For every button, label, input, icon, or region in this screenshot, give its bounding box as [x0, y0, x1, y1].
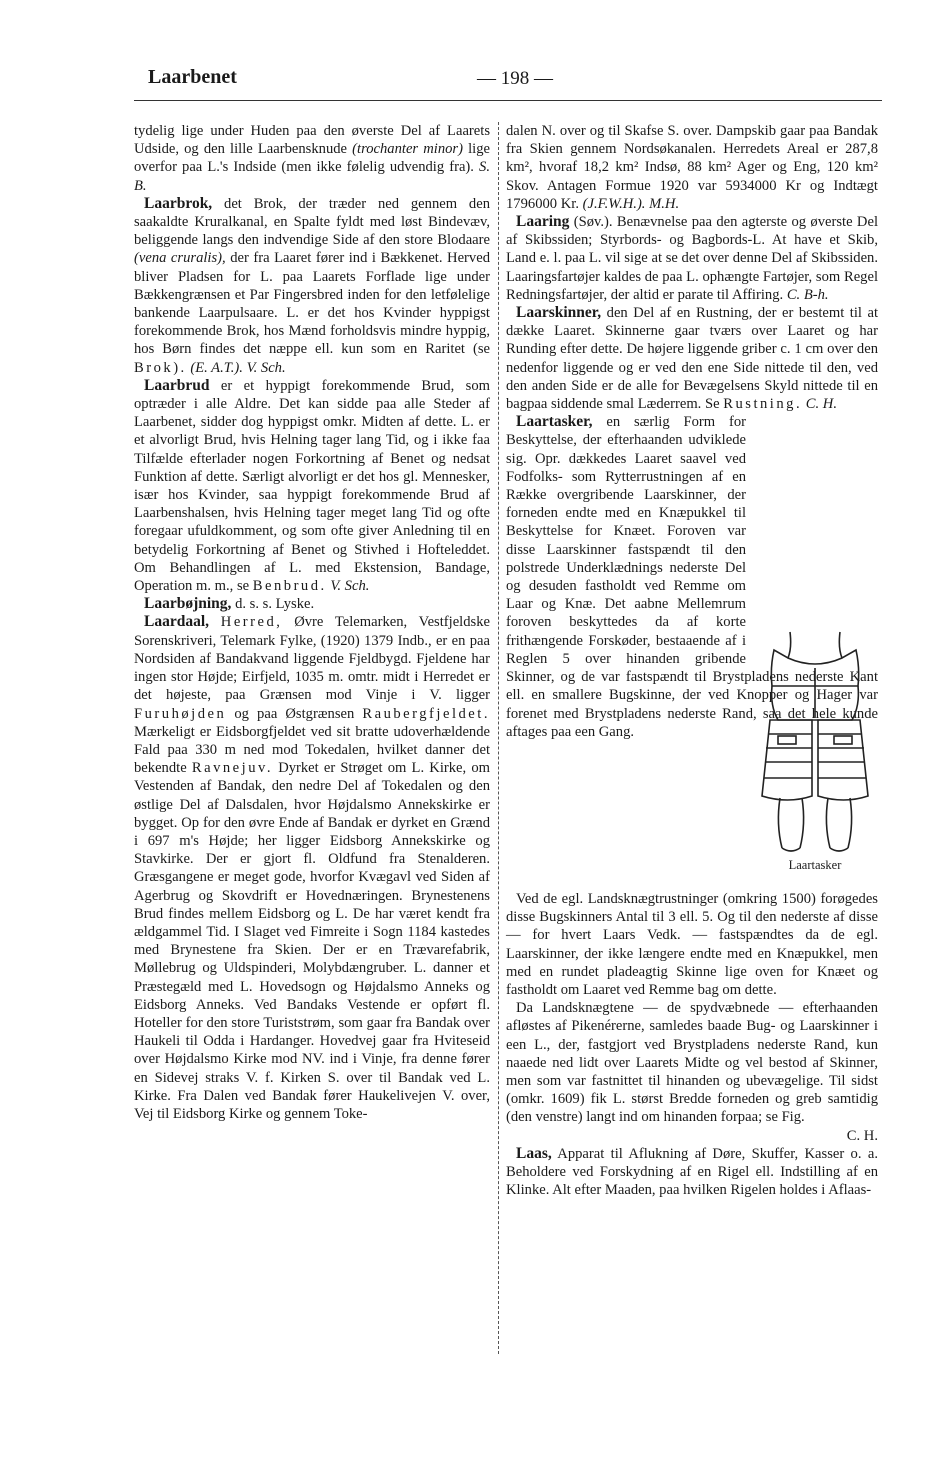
figure-caption: Laartasker: [788, 858, 842, 872]
headword: Laarbrok,: [144, 194, 213, 212]
entry-laardaal: Laardaal, Herred, Øvre Telemarken, Vestfjeldske Sorenskriveri, Telemark Fylke, (1920) 1379 Indb., er en paa Nordsiden af Bandakvand liggende Fjeldbygd. Fjeldene har ingen stor Højde; Eirfjeld, 1035 m. omtr. midt i Herredet er det højeste, paa Grænsen mod Vinje i V. ligger Furuhøjden og paa Østgrænsen Raubergfjeldet. Mærkeligt er Eidsborgfjeldet ved sit bratte udoverhældende Fald paa 330 m ned mod Tokedalen, hvilket danner det bekendte Ravnejuv. Dyrket er Strøget om L. Kirke, om Vestenden af Bandak, den nedre Del af Tokedalen og den østlige Del af Dalsdalen, hvor Højdalsmo Annekskirke er bygget. Op for den øvre Ende af Bandak er dyrket en Grænd i 697 m's Højde; her ligger Eidsborg Annekskirke og Stavkirke. Der er gjort fl. Oldfund fra Stenalderen. Græsgangene er meget gode, hvorfor Kvægavl ved Siden af Agerbrug og Skovdrift er Hovednæringen. Brynestenens Brud findes mellem Eidsborg og L. De har været kendt fra ældgammel Tid. I Slaget ved Fimreite i Sogn 1184 kastedes med Brynestene fra Skien. Der er en Trævarefabrik, Møllebrug og Uldspinderi, Molybdængruber. L. danner et Præstegæld med L. Hovedsogn og Højdalsmo Anneks og Eidsborg Anneks. Ved Bandaks Vestende er opført fl. Hoteller for den store Turiststrøm, som gaar fra Bandak over Haukeli til Odda i Hardanger. Hovedvej gaar fra Hviteseid over Højdalsmo Kirke mod NV. ind i Vinje, fra denne fører en Sidevej straks V. f. Kirken S. over til Bandak ved L. Kirke. Fra Dalen ved Bandak fører Haukelivejen V. over, Vej til Eidsborg Kirke og gennem Toke-: [134, 613, 491, 1122]
headword: Laartasker,: [516, 413, 593, 431]
entry-laartasker-p2: Ved de egl. Landsknægtrustninger (omkring 1500) forøgedes disse Bugskinners Antal til 3 ell. 5. Og til den nederste af disse — for hvert Laars Vedk. — fastspændtes da de egl. Laarskinner, der ikke længere endte med en Knæpukkel, men med en rundet pladeagtig Skinne lige oven for Knæet og fastholdt om Laaret ved Remme bag om dette.: [506, 891, 878, 999]
left-column: [134, 122, 490, 1123]
cross-reference: Brok).: [134, 359, 187, 376]
entry-laarskinner: Laarskinner, den Del af en Rustning, der er bestemt til at dække Laaret. Skinnerne gaar tværs over Laaret og har Runding efter dette. De højere liggende griber c. 1 cm over den nedenfor liggende og er ved den ene Side nittede til den, ved den anden Side er de alle for Bevægelsens Skyld nittede til en bagpaa siddende smal Læderrem. Se Rustning. C. H.: [506, 304, 878, 413]
armor-illustration: [752, 628, 878, 856]
headword: Laas,: [516, 1144, 552, 1162]
cross-reference: Benbrud.: [252, 578, 327, 595]
headword: Laaring: [516, 213, 570, 231]
laartasker-figure: [752, 628, 878, 876]
author-signature: V. Sch.: [330, 578, 370, 595]
entry-laartasker: Laartasker, en særlig Form for Beskyttelse, der efterhaanden udviklede sig. Opr. dækkedes Laaret saavel ved Fodfolks- som Rytterrustningen af en Række overgribende Laarskinner, der forneden endte med en Knæpukkel til Beskyttelse for Knæet. Foroven var disse Laarskinner fastspændt til den polstrede Underklædnings nederste Del og desuden fastholdt ved Remme om Laar og Knæ. Det aabne Mellemrum foroven beskyttedes da af korte frithængende Forskøder, bestaaende af i Reglen 5 over hinanden gribende Skinner, og de var fastspændt til Brystpladens nederste Kant ell. en smallere Bugskinne, der ved Knopper og Hager var forenet med Brystpladens nederste Rand, saa det hele kunde aftages paa een Gang.: [506, 413, 878, 740]
page-number: — 198 —: [477, 68, 553, 89]
entry-laarbojning: Laarbøjning, d. s. s. Lyske.: [144, 595, 315, 613]
figure-spacer: [746, 413, 878, 661]
cross-reference: Rustning.: [723, 396, 803, 413]
headword: Laardaal,: [144, 613, 210, 631]
headword: Laarskinner,: [516, 304, 602, 322]
entry-laarbenet-continued: tydelig lige under Huden paa den øverste Del af Laarets Udside, og den lille Laarbensknude (trochanter minor) lige overfor paa L.'s Indside (men ikke følelig udvendig fra). S. B.: [134, 123, 490, 194]
author-signature: C. H.: [846, 1127, 878, 1144]
header-rule: [134, 100, 882, 101]
entry-laas: Laas, Apparat til Aflukning af Døre, Skuffer, Kasser o. a. Beholdere ved Forskydning af en Rigel ell. Indstilling af en Klinke. Alt efter Maaden, paa hvilken Rigelen holdes i Aflaas-: [506, 1144, 878, 1199]
headword: Laarbrud: [144, 376, 210, 394]
author-signature: C. B-h.: [786, 286, 829, 303]
page-header: [148, 66, 882, 96]
right-column-lower: [506, 890, 878, 1199]
entry-laaring: Laaring (Søv.). Benævnelse paa den agterste og øverste Del af Skibssiden; Styrbords- og Bagbords-L. At have et Skib, Land e. l. paa L. vil sige at se det over denne Del af Skibssiden. Laaringsfartøjer kaldes de paa L. ophængte Fartøjer, som Regel Redningsfartøjer, der altid er parate til Affiring. C. B-h.: [506, 213, 878, 303]
author-signature: C. H.: [805, 396, 837, 413]
headword: Laarbøjning,: [144, 595, 232, 613]
column-separator: [498, 122, 499, 1354]
entry-laarbrok: Laarbrok, det Brok, der træder ned gennem den saakaldte Kruralkanal, en Spalte fyldt med løst Bindevæv, beliggende langs den indvendige Side af den store Blodaare (vena cruralis), der fra Laaret fører ind i Bækkenet. Herved bliver Pladsen for L. paa Laarets Forflade lige under Bækkengrænsen et Par Fingersbred inden for den letfølelige bankende Laarpulsaare. L. er det hos Kvinder hyppigst forekommende Brok, hos Mænd forholdsvis mindre hyppig, hos Børn findes det næppe ell. kun som en Raritet (se Brok). (E. A.T.). V. Sch.: [134, 194, 490, 376]
entry-laartasker-p3: Da Landsknægtene — de spydvæbnede — efterhaanden afløstes af Pikenérerne, samledes baade Bug- og Laarskinner i een L., der, fastgjort ved Brystpladens nederste Rand, kun naaede ned lidt over Laarets Midte og vel bestod af Skinner, men som var fastnittet til hinanden og ubevægelige. Til sidst (omkr. 1609) fik L. størst Bredde forneden og greb samtidig (den venstre) langt ind om hinanden forpaa; se Fig.: [506, 1000, 878, 1126]
author-signature: (E. A.T.). V. Sch.: [190, 359, 286, 376]
author-signature: S. B.: [134, 159, 490, 194]
author-signature: (J.F.W.H.). M.H.: [582, 195, 680, 212]
running-head-title: Laarbenet: [148, 66, 237, 88]
entry-laarbrud: Laarbrud er et hyppigt forekommende Brud, som optræder i alle Aldre. Det kan sidde paa alle Steder af Laarbenet, sidder dog hyppigst omkr. Midten af dette. L. er et alvorligt Brud, hvis Helning tager lang Tid, og i ikke faa Tilfælde efterlader nogen Forkortning af Benet og nedsat Funktion af dette. Særligt alvorligt er det hos gl. Mennesker, især hos Kvinder, saa hyppigt forekommende Brud af Laarbenshalsen, hvis Helning tager meget lang Tid og ofte foregaar ufuldkomment, og som ofte giver Anledning til en betydelig Forkortning af Benet og Stivhed i Hofteleddet. Om Behandlingen af L. med Ekstension, Bandage, Operation m. m., se Benbrud. V. Sch.: [134, 376, 490, 595]
entry-laardaal-continued: dalen N. over og til Skafse S. over. Dampskib gaar paa Bandak fra Skien gennem Nordsøkanalen. Herredets Areal er 287,8 km², hvoraf 18,2 km² Indsø, 88 km² Ager og Eng, 120 km² Skov. Antagen Formue 1920 var 5934000 Kr og Indtægt 1796000 Kr. (J.F.W.H.). M.H.: [506, 123, 878, 212]
